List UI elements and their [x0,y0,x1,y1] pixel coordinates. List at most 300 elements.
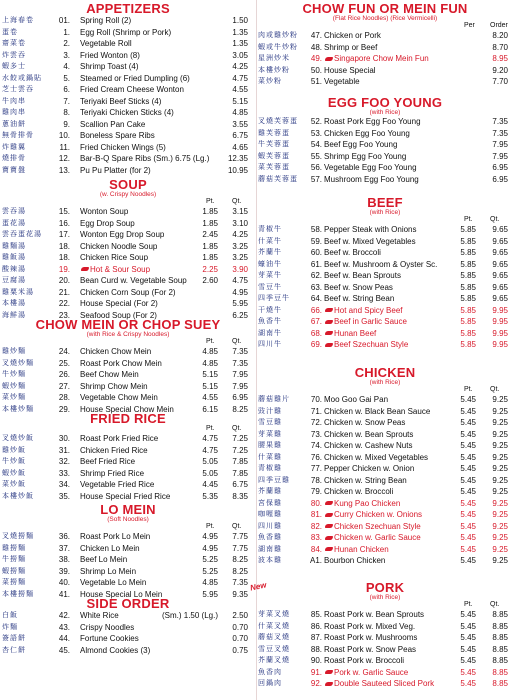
hot-pepper-icon [325,682,333,686]
hot-pepper-icon [325,343,333,347]
section-friedrice [0,412,256,502]
header-pt: Pt. [206,198,215,205]
price-pint: 5.45 [460,475,476,485]
menu-item [0,84,256,96]
item-number: 51. [310,77,322,86]
item-number: 48. [310,42,322,52]
item-chinese-name: 寶寶盤 [2,165,26,174]
item-number: 01. [58,16,70,25]
item-chinese-name: 蝦多士 [2,62,26,70]
section-appetizers [0,2,256,176]
price-quart: 8.20 [492,31,508,40]
item-chinese-name: 波本雞 [258,556,282,564]
price-quart: 8.85 [492,679,508,688]
section-chowfun [258,2,512,88]
item-number: 19. [58,264,70,274]
item-name-text: Chicken w. String Bean [324,475,407,485]
item-number: 36. [58,532,70,541]
section-subtitle: (Flat Rice Noodles) (Rice Vermicelli) [332,15,438,22]
item-chinese-name: 本樓炒粉 [258,65,290,74]
item-name-text: Chicken Rice Soup [80,253,149,262]
price-pint: 5.15 [202,381,218,391]
item-chinese-name: 回鍋肉 [258,679,282,687]
price-quart: 6.75 [232,480,248,489]
menu-item [0,445,256,457]
price-pint: 4.75 [202,434,218,443]
item-number: 7. [63,96,70,106]
price-quart: 7.35 [232,347,248,356]
item-name-text: Spring Roll (2) [80,16,132,25]
item-number: 88. [310,644,322,654]
item-chinese-name: 干燒牛 [258,305,282,314]
item-name [324,116,458,128]
menu-item [0,381,256,393]
item-number: 10. [58,131,70,140]
item-name [324,667,458,679]
price-pint: 5.25 [202,555,218,564]
item-chinese-name: 炸麵 [2,622,18,631]
menu-item [0,241,256,253]
menu-item [0,468,256,480]
price-quart: 9.25 [492,418,508,427]
price-quart: 6.95 [232,393,248,402]
price-pint: 5.85 [460,248,476,257]
menu-item [258,30,512,42]
price-pint: 2.45 [202,230,218,239]
section-sideorder [0,597,256,656]
item-name-text: Hot & Sour Soup [90,264,151,274]
menu-item [0,15,256,27]
menu-item [258,463,512,475]
price-pint: 4.55 [202,393,218,402]
item-chinese-name: 菜炒麵 [2,393,26,401]
price-pint: 5.85 [460,271,476,280]
price-quart: 8.35 [232,491,248,501]
item-name-text: Vegetable Fried Rice [80,480,155,489]
price: 4.25 [232,62,248,71]
item-chinese-name: 雞飯湯 [2,253,26,261]
menu-item [0,610,256,622]
price-quart: 9.65 [492,271,508,280]
menu-item [258,406,512,418]
menu-item [0,206,256,218]
item-chinese-name: 蛋卷 [2,27,18,36]
menu-item [258,475,512,487]
header-pt: Pt. [206,523,215,530]
price-header [0,198,256,206]
item-chinese-name: 叉燒芙蓉蛋 [258,117,298,125]
item-chinese-name: 芥蘭牛 [258,248,282,256]
price-quart: 0.70 [232,634,248,643]
item-name [324,621,458,633]
item-chinese-name: 雞撈麵 [2,543,26,552]
price: 1.50 [232,16,248,25]
header-qt: Order [490,22,508,29]
item-chinese-name: 蝦撈麵 [2,566,26,575]
item-name [324,270,458,282]
item-name-text: Roast Pork w. Mixed Veg. [324,621,416,631]
menu-item [0,73,256,85]
item-name [80,633,220,645]
menu-item [0,479,256,491]
item-chinese-name: 雪豆雞 [258,418,282,426]
section-chowmein [0,318,256,415]
item-chinese-name: 雲吞湯 [2,207,26,215]
price-quart: 3.90 [232,264,248,274]
item-name [324,282,458,294]
section-title: EGG FOO YOUNG [327,95,443,110]
section-pork [258,581,512,690]
price-header [258,601,512,609]
item-name-text: Bar-B-Q Spare Ribs (Sm.) 6.75 (Lg.) [80,154,210,163]
price-pint: 5.45 [460,429,476,439]
hot-pepper-icon [325,513,333,517]
price-pint: 4.95 [202,543,218,553]
header-qt: Qt. [490,601,500,608]
item-name-text: Beef Lo Mein [80,555,128,564]
menu-item [0,531,256,543]
item-chinese-name: 牛炒麵 [2,370,26,378]
price-pint: 5.95 [202,589,218,599]
price-pint: 5.45 [460,679,476,688]
item-number: 79. [310,487,322,496]
price-quart: 9.65 [492,259,508,269]
item-name-text: Egg Roll (Shrimp or Pork) [80,27,172,37]
item-number: 82. [310,521,322,531]
price-pint: 1.85 [202,253,218,262]
menu-item [258,429,512,441]
new-badge: New [249,580,268,593]
item-number: 83. [310,533,322,542]
item-number: 2. [63,39,70,48]
section-subtitle: (with Rice & Crispy Noodles) [86,331,170,338]
item-number: 49. [310,54,322,63]
menu-item [0,38,256,50]
header-pt: Pt. [464,216,473,223]
item-chinese-name: 蝦或牛炒粉 [258,42,298,51]
item-chinese-name: 叉燒炒麵 [2,358,34,367]
price: 5.15 [232,96,248,106]
section-title: PORK [365,580,405,595]
item-number: 86. [310,621,322,631]
item-chinese-name: 腰果雞 [258,441,282,449]
item-number: 13. [58,165,70,175]
item-number: 41. [58,589,70,599]
price: 3.55 [232,119,248,129]
item-number: 28. [58,393,70,402]
item-number: 21. [58,287,70,297]
menu-item [258,632,512,644]
item-number: 35. [58,491,70,501]
item-name [80,645,220,657]
item-name [324,128,458,140]
item-name-text: Chicken Fried Rice [80,445,148,455]
item-number: 42. [58,611,70,620]
item-chinese-name: 本樓炒飯 [2,491,34,500]
item-number: 55. [310,151,322,161]
menu-item [0,645,256,657]
item-chinese-name: 雞炒飯 [2,445,26,454]
item-name-text: Chicken w. Broccoli [324,487,394,496]
item-chinese-name: 酸辣湯 [2,264,26,273]
item-name [324,609,458,621]
menu-item [258,509,512,521]
item-name [324,162,458,174]
item-name [324,475,458,487]
item-number: 91. [310,667,322,677]
hot-pepper-icon [325,308,333,312]
price-quart: 7.35 [232,358,248,368]
header-pt: Pt. [464,386,473,393]
section-soup [0,178,256,321]
item-number: 67. [310,317,322,326]
item-name [80,298,220,310]
price-quart: 9.25 [492,406,508,416]
menu-item [258,236,512,248]
menu-item [258,678,512,690]
menu-item [0,358,256,370]
price-quart: 7.25 [232,445,248,455]
price: 12.35 [227,154,248,163]
price-quart: 9.25 [492,498,508,508]
price-quart: 8.25 [232,555,248,564]
item-name [324,429,458,441]
price-quart: 7.75 [232,543,248,553]
item-number: 69. [310,340,322,349]
price-pint: 5.05 [202,468,218,478]
item-name-text: Chicken Chow Mein [80,347,152,356]
item-name-text: Teriyaki Beef Sticks (4) [80,96,162,106]
price-quart: 7.95 [232,381,248,391]
item-name-text: Scallion Pan Cake [80,119,146,129]
price: 4.55 [232,85,248,94]
menu-item [0,264,256,276]
item-name [324,293,458,305]
section-eggfoo [258,96,512,185]
item-name-text: Beef Chow Mein [80,370,139,379]
price-quart: 9.25 [492,464,508,473]
item-name [324,139,458,151]
item-name [80,165,220,177]
item-name-text: Beef w. String Bean [324,294,395,303]
item-name-text: Beef w. Bean Sprouts [324,271,401,280]
menu-item [258,644,512,656]
item-chinese-name: 炸雞翼 [2,142,26,151]
price-pint: (Sm.) 1.50 (Lg.) [161,611,218,620]
menu-item [0,622,256,634]
menu-item [258,53,512,65]
price-quart: 3.25 [232,253,248,262]
price-quart: 0.75 [232,645,248,655]
item-number: 12. [58,154,70,163]
item-chinese-name: 什菜雞 [258,452,282,461]
section-lomein [0,503,256,600]
section-beef [258,196,512,351]
menu-item [258,544,512,556]
item-number: 33. [58,468,70,478]
price-pint: 6.15 [202,404,218,414]
item-number: 50. [310,65,322,75]
item-number: 60. [310,248,322,257]
menu-item [258,224,512,236]
item-name-text: Beef w. Broccoli [324,248,381,257]
item-number: 16. [58,218,70,228]
item-name [324,452,458,464]
menu-item [258,555,512,567]
price-pint: 5.85 [460,305,476,315]
price-pint: 1.85 [202,241,218,251]
item-name-text: Chicken w. Bean Sprouts [324,429,414,439]
item-name-text: Pork w. Garlic Sauce [334,667,409,677]
item-name [324,328,458,340]
menu-item [0,252,256,264]
header-qt: Qt. [490,216,500,223]
item-name [80,96,220,108]
hot-pepper-icon [325,331,333,335]
price: 3.05 [232,50,248,60]
menu-item [258,498,512,510]
item-chinese-name: 宮保雞 [258,498,282,507]
price-quart: 5.95 [232,299,248,308]
item-name [324,632,458,644]
price-header [0,338,256,346]
price-quart: 4.75 [232,276,248,285]
item-chinese-name: 白飯 [2,611,18,619]
item-name-text: Chicken or Pork [324,31,381,40]
item-chinese-name: 豉汁雞 [258,406,282,415]
item-number: 22. [58,299,70,308]
menu-item [258,76,512,88]
price-quart: 9.25 [492,395,508,404]
item-number: 77. [310,464,322,473]
menu-item [258,328,512,340]
item-name-text: Vegetable Chow Mein [80,393,158,402]
price-quart: 8.85 [492,644,508,654]
menu-item [0,27,256,39]
item-name-text: Shrimp Fried Rice [80,468,145,478]
item-name-text: House Special (For 2) [80,299,158,308]
section-title: CHICKEN [354,365,416,380]
item-name-text: House Special [324,65,376,75]
price-quart: 9.95 [492,340,508,349]
item-number: 85. [310,610,322,619]
item-name [324,555,458,567]
item-name-text: Double Sauteed Sliced Pork [334,679,435,688]
item-number: 78. [310,475,322,485]
price-quart: 8.25 [232,566,248,576]
item-name [324,247,458,259]
price-pint: 5.45 [460,521,476,531]
menu-item [258,440,512,452]
item-chinese-name: 四川雞 [258,521,282,530]
item-name-text: Almond Cookies (3) [80,645,151,655]
item-chinese-name: 菜炒飯 [2,480,26,488]
item-number: 71. [310,406,322,416]
item-chinese-name: 雞炒麵 [2,347,26,355]
item-name [324,259,458,271]
item-name [324,509,458,521]
item-name-text: Fortune Cookies [80,634,139,643]
price-quart: 7.95 [492,140,508,149]
item-number: 66. [310,305,322,315]
item-chinese-name: 四季豆牛 [258,294,290,302]
item-number: 40. [58,578,70,587]
section-title: APPETIZERS [86,1,170,16]
item-name [324,417,458,429]
section-subtitle: (w. Crispy Noodles) [99,191,157,198]
price-pint: 5.45 [460,395,476,404]
item-chinese-name: 蘑菇叉燒 [258,633,290,641]
price-header [258,216,512,224]
item-name [324,76,458,88]
menu-item [258,655,512,667]
item-name [324,406,458,418]
price-pint: 5.45 [460,487,476,496]
item-chinese-name: 咖喱雞 [258,510,282,518]
header-qt: Qt. [232,523,242,530]
item-number: 5. [63,73,70,83]
item-name [324,463,458,475]
item-name-text: Shrimp Toast (4) [80,62,139,71]
price-pint: 4.45 [202,480,218,489]
item-name-text: Roast Pork Lo Mein [80,532,151,541]
section-title: LO MEIN [100,502,156,517]
item-name-text: Beef w. Mushroom & Oyster Sc. [324,259,438,269]
price-quart: 9.25 [492,556,508,565]
item-number: 25. [58,358,70,368]
item-name-text: Roast Pork Fried Rice [80,434,159,443]
menu-item [258,394,512,406]
item-name-text: Roast Pork w. Snow Peas [324,644,417,654]
item-number: 39. [58,566,70,576]
price-quart: 8.85 [492,610,508,619]
menu-item [258,339,512,351]
item-name [324,224,458,236]
menu-item [258,65,512,77]
item-name-text: Vegetable Egg Foo Young [324,163,417,172]
price-pint: 5.05 [202,457,218,466]
price-pint: 5.85 [460,259,476,269]
item-name-text: Hot and Spicy Beef [334,305,403,315]
item-name [324,236,458,248]
item-name [324,532,458,544]
menu-item [258,174,512,186]
price-pint: 5.45 [460,544,476,554]
price-quart: 9.20 [492,65,508,75]
section-title: SIDE ORDER [86,596,170,611]
item-number: 8. [63,108,70,117]
item-number: 4. [63,62,70,71]
item-chinese-name: 炸雲吞 [2,50,26,59]
item-name-text: Chicken Noodle Soup [80,241,158,251]
price-pint: 5.15 [202,370,218,379]
price: 1.35 [232,27,248,37]
item-number: 81. [310,510,322,519]
header-pt: Pt. [206,425,215,432]
item-number: 74. [310,441,322,450]
item-name-text: Chicken Corn Soup (For 2) [80,287,176,297]
item-chinese-name: 本樓炒麵 [2,404,34,413]
item-name-text: Chicken w. Snow Peas [324,418,406,427]
item-number: 1. [63,27,70,37]
item-chinese-name: 魚香牛 [258,317,282,325]
price-quart: 7.35 [232,578,248,587]
item-chinese-name: 蝦炒麵 [2,381,26,390]
item-number: 54. [310,140,322,149]
menu-item [258,452,512,464]
item-name-text: Mushroom Egg Foo Young [324,174,419,184]
item-name-text: House Special Lo Mein [80,589,163,599]
